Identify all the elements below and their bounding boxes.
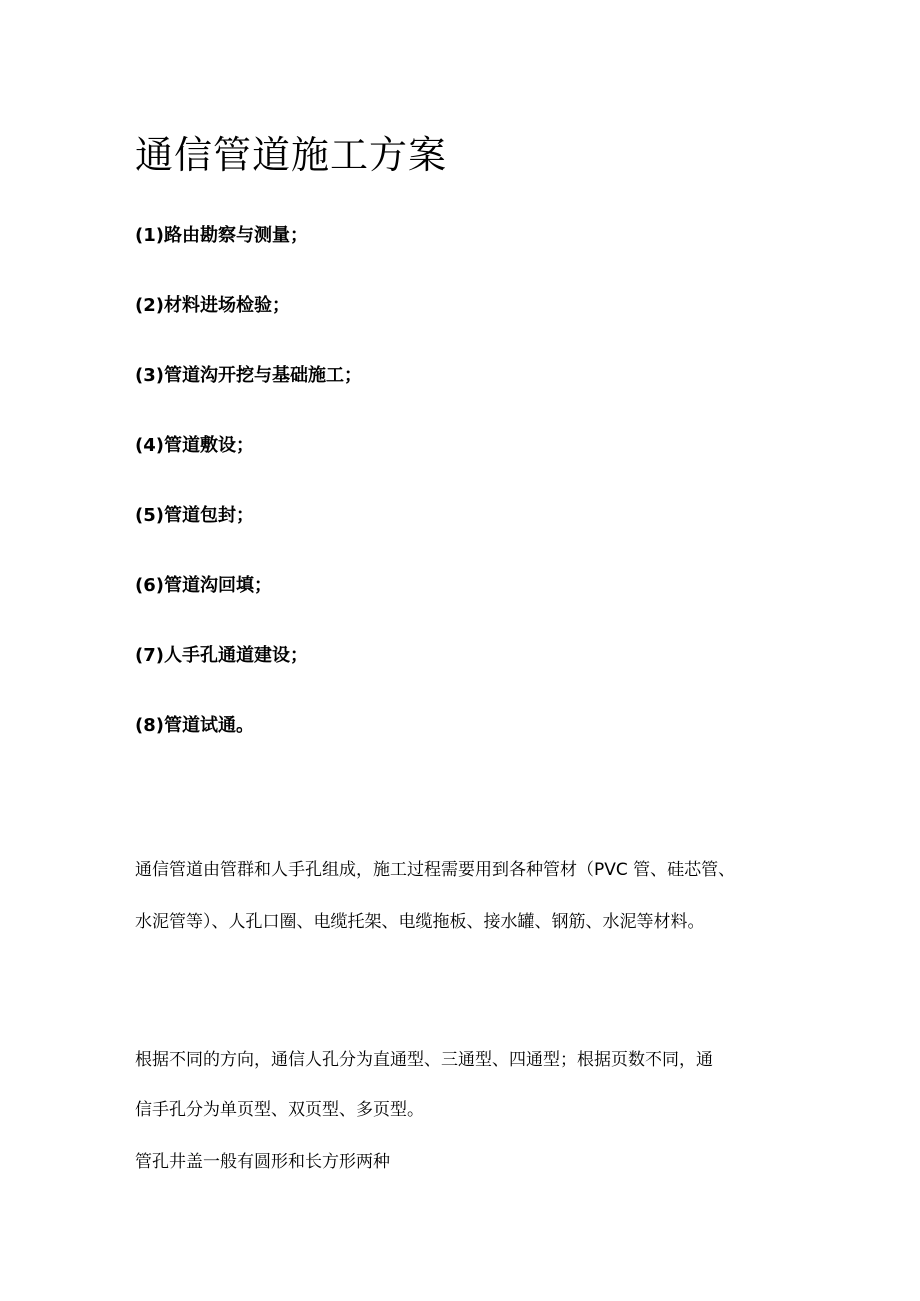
step-item: (1)路由勘察与测量； [135, 225, 308, 246]
step-item: (6)管道沟回填； [135, 575, 272, 596]
materials-paragraph [135, 856, 735, 936]
step-item: (7)人手孔通道建设； [135, 645, 308, 666]
manhole-cover-paragraph [135, 1148, 390, 1176]
paragraph-line: 水泥管等）、人孔口圈、电缆托架、电缆拖板、接水罐、钢筋、水泥等材料。 [135, 912, 705, 932]
paragraph-line: 管孔井盖一般有圆形和长方形两种 [135, 1152, 390, 1172]
step-item: (5)管道包封； [135, 505, 254, 526]
paragraph-line: 通信管道由管群和人手孔组成，施工过程需要用到各种管材（PVC 管、硅芯管、 [135, 860, 736, 880]
hole-types-paragraph [135, 1046, 713, 1124]
construction-steps-list [135, 222, 362, 782]
step-item: (4)管道敷设； [135, 435, 254, 456]
paragraph-line: 根据不同的方向，通信人孔分为直通型、三通型、四通型；根据页数不同，通 [135, 1050, 713, 1070]
step-item: (3)管道沟开挖与基础施工； [135, 365, 362, 386]
document-title: 通信管道施工方案 [135, 133, 448, 177]
paragraph-line: 信手孔分为单页型、双页型、多页型。 [135, 1100, 424, 1120]
step-item: (2)材料进场检验； [135, 295, 290, 316]
step-item: (8)管道试通。 [135, 715, 254, 736]
